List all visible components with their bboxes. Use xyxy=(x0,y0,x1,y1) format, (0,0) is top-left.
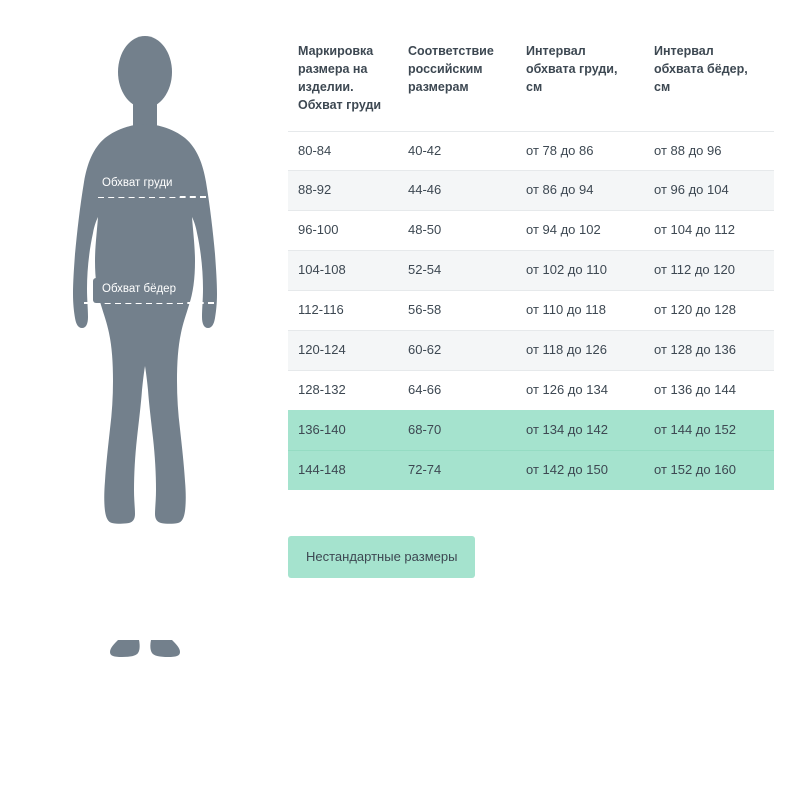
cell-hips-range: от 96 до 104 xyxy=(644,171,774,211)
cell-hips-range: от 152 до 160 xyxy=(644,450,774,489)
table-body xyxy=(288,131,774,490)
cell-hips-range: от 144 до 152 xyxy=(644,410,774,450)
table-row xyxy=(288,410,774,450)
table-header-row xyxy=(288,30,774,131)
size-table-wrap xyxy=(288,30,774,490)
cell-russian-size: 52-54 xyxy=(398,251,516,291)
cell-bust-range: от 94 до 102 xyxy=(516,211,644,251)
column-header-russian-size: Соответствие российским размерам xyxy=(408,44,494,95)
cell-hips-range: от 120 до 128 xyxy=(644,291,774,331)
cell-marking: 136-140 xyxy=(288,410,398,450)
body-figure xyxy=(20,20,270,660)
table-head xyxy=(288,30,774,131)
cell-bust-range: от 142 до 150 xyxy=(516,450,644,489)
cell-marking: 128-132 xyxy=(288,370,398,410)
cell-russian-size: 68-70 xyxy=(398,410,516,450)
table-row xyxy=(288,330,774,370)
cell-hips-range: от 112 до 120 xyxy=(644,251,774,291)
cell-marking: 144-148 xyxy=(288,450,398,489)
cell-russian-size: 60-62 xyxy=(398,330,516,370)
bust-label: Обхват груди xyxy=(93,172,181,197)
column-header-hips-range: Интервал обхвата бёдер, см xyxy=(654,44,748,95)
cell-russian-size: 72-74 xyxy=(398,450,516,489)
cell-russian-size: 40-42 xyxy=(398,131,516,171)
cell-bust-range: от 134 до 142 xyxy=(516,410,644,450)
table-row xyxy=(288,291,774,331)
cell-marking: 80-84 xyxy=(288,131,398,171)
cell-bust-range: от 86 до 94 xyxy=(516,171,644,211)
table-row xyxy=(288,251,774,291)
cell-marking: 96-100 xyxy=(288,211,398,251)
table-row xyxy=(288,171,774,211)
table-row xyxy=(288,370,774,410)
cell-russian-size: 44-46 xyxy=(398,171,516,211)
cell-hips-range: от 88 до 96 xyxy=(644,131,774,171)
cell-bust-range: от 126 до 134 xyxy=(516,370,644,410)
cell-marking: 112-116 xyxy=(288,291,398,331)
column-header-marking: Маркировка размера на изделии. Обхват груди xyxy=(298,44,382,113)
female-silhouette-icon xyxy=(20,20,270,660)
size-table xyxy=(288,30,774,490)
cell-russian-size: 56-58 xyxy=(398,291,516,331)
table-row xyxy=(288,131,774,171)
cell-hips-range: от 136 до 144 xyxy=(644,370,774,410)
column-header-bust-range: Интервал обхвата груди, см xyxy=(526,44,618,95)
cell-marking: 104-108 xyxy=(288,251,398,291)
cell-hips-range: от 104 до 112 xyxy=(644,211,774,251)
cell-bust-range: от 78 до 86 xyxy=(516,131,644,171)
cell-russian-size: 48-50 xyxy=(398,211,516,251)
cell-bust-range: от 102 до 110 xyxy=(516,251,644,291)
hips-label: Обхват бёдер xyxy=(93,278,185,303)
cell-russian-size: 64-66 xyxy=(398,370,516,410)
nonstandard-sizes-badge[interactable]: Нестандартные размеры xyxy=(288,536,475,578)
cell-marking: 120-124 xyxy=(288,330,398,370)
table-row xyxy=(288,450,774,489)
table-row xyxy=(288,211,774,251)
cell-marking: 88-92 xyxy=(288,171,398,211)
cell-bust-range: от 118 до 126 xyxy=(516,330,644,370)
cell-bust-range: от 110 до 118 xyxy=(516,291,644,331)
cell-hips-range: от 128 до 136 xyxy=(644,330,774,370)
